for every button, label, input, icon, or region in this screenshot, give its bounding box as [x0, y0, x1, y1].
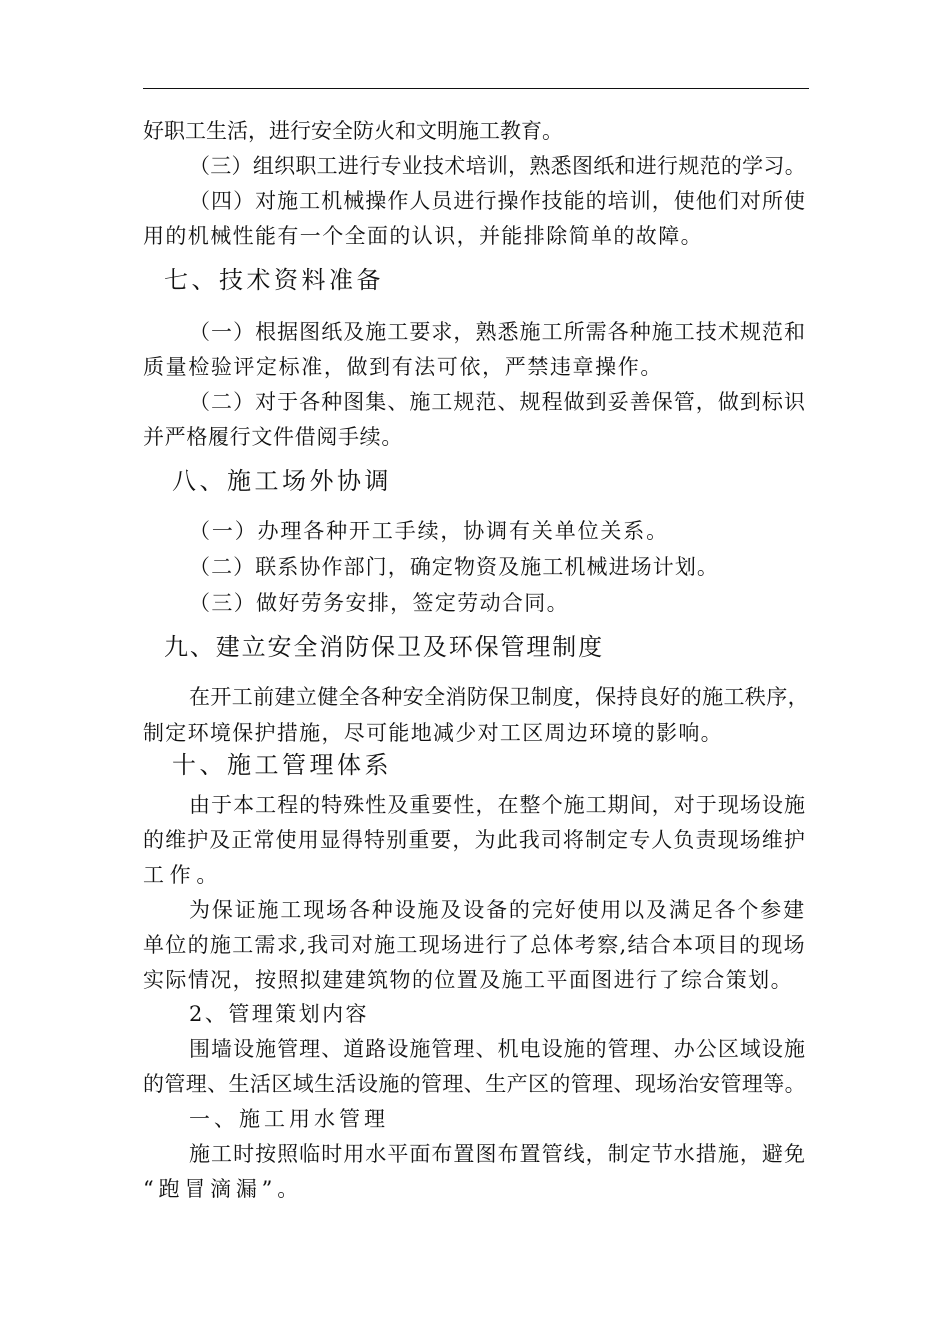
section-heading: 八、施工场外协调	[172, 467, 392, 495]
paragraph-line: （三）做好劳务安排，签定劳动合同。	[189, 591, 569, 615]
paragraph-line: 一、施工用水管理	[189, 1107, 389, 1131]
paragraph-line: 单位的施工需求,我司对施工现场进行了总体考察,结合本项目的现场	[143, 933, 806, 957]
paragraph-line: 工作。	[143, 863, 223, 887]
paragraph-line: 围墙设施管理、道路设施管理、机电设施的管理、办公区域设施	[189, 1037, 806, 1061]
paragraph-line: 并严格履行文件借阅手续。	[143, 425, 403, 449]
paragraph-line: 的管理、生活区域生活设施的管理、生产区的管理、现场治安管理等。	[143, 1072, 806, 1096]
header-rule	[143, 88, 809, 89]
paragraph-line: 2、管理策划内容	[189, 1002, 369, 1026]
paragraph-line: 由于本工程的特殊性及重要性，在整个施工期间，对于现场设施	[189, 793, 806, 817]
paragraph-line: “跑冒滴漏”。	[143, 1177, 303, 1201]
paragraph-line: 的维护及正常使用显得特别重要，为此我司将制定专人负责现场维护	[143, 828, 806, 852]
paragraph-line: （四）对施工机械操作人员进行操作技能的培训，使他们对所使	[189, 189, 806, 213]
paragraph-line: 用的机械性能有一个全面的认识，并能排除简单的故障。	[143, 224, 703, 248]
paragraph-line: （三）组织职工进行专业技术培训，熟悉图纸和进行规范的学习。	[189, 154, 806, 178]
paragraph-line: 在开工前建立健全各种安全消防保卫制度，保持良好的施工秩序，	[189, 685, 809, 709]
section-heading: 七、技术资料准备	[164, 266, 384, 294]
paragraph-line: 制定环境保护措施，尽可能地减少对工区周边环境的影响。	[143, 721, 723, 745]
paragraph-line: 质量检验评定标准，做到有法可依，严禁违章操作。	[143, 355, 663, 379]
paragraph-line: 施工时按照临时用水平面布置图布置管线，制定节水措施，避免	[189, 1142, 806, 1166]
paragraph-line: （二）联系协作部门，确定物资及施工机械进场计划。	[189, 555, 719, 579]
paragraph-line: 为保证施工现场各种设施及设备的完好使用以及满足各个参建	[189, 898, 806, 922]
section-heading: 九、建立安全消防保卫及环保管理制度	[164, 633, 604, 661]
section-heading: 十、施工管理体系	[172, 751, 392, 779]
paragraph-line: （二）对于各种图集、施工规范、规程做到妥善保管，做到标识	[189, 390, 806, 414]
paragraph-line: 实际情况，按照拟建建筑物的位置及施工平面图进行了综合策划。	[143, 968, 793, 992]
paragraph-line: （一）办理各种开工手续，协调有关单位关系。	[189, 519, 669, 543]
paragraph-line: （一）根据图纸及施工要求，熟悉施工所需各种施工技术规范和	[189, 320, 806, 344]
paragraph-line: 好职工生活，进行安全防火和文明施工教育。	[143, 119, 563, 143]
